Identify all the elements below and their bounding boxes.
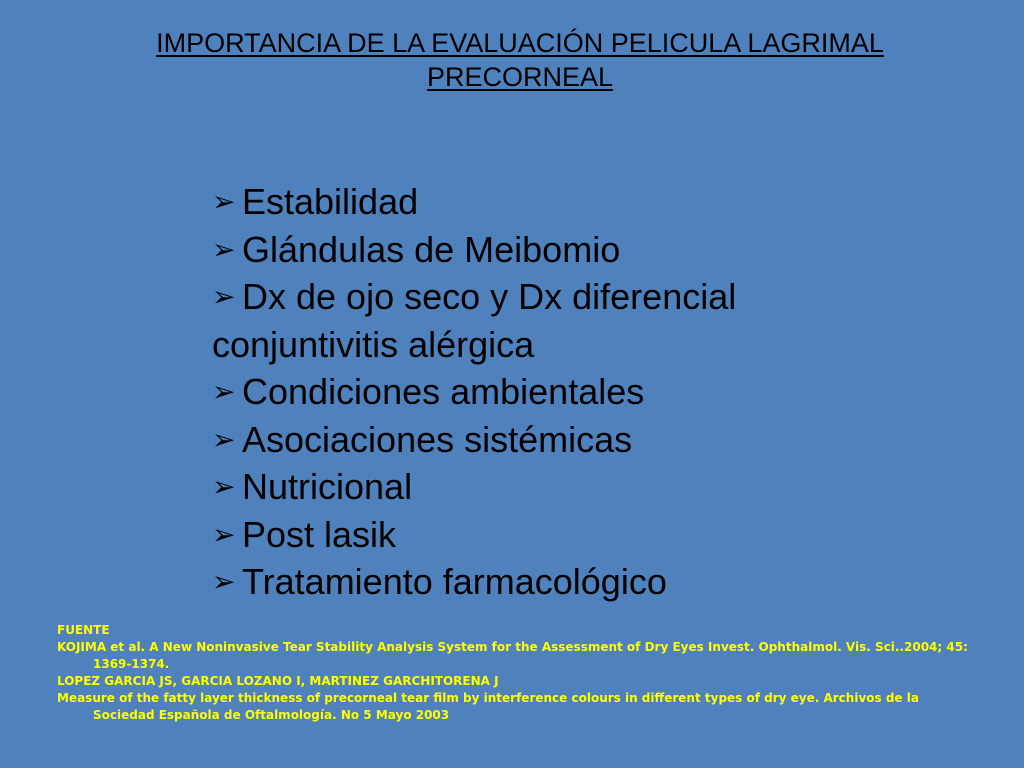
- reference-item: LOPEZ GARCIA JS, GARCIA LOZANO I, MARTINEZ GARCHITORENA J: [57, 674, 499, 688]
- slide-title: [40, 26, 1000, 94]
- bullet-text: Condiciones ambientales: [242, 371, 645, 412]
- bullet-text: Asociaciones sistémicas: [242, 418, 633, 460]
- bullet-list: [212, 178, 992, 606]
- bullet-item: [212, 558, 992, 606]
- arrow-bullet-icon: ➢: [212, 423, 236, 455]
- references-heading: FUENTE: [57, 623, 110, 637]
- bullet-item: [212, 226, 992, 274]
- references: [57, 622, 977, 724]
- arrow-bullet-icon: ➢: [212, 376, 236, 407]
- bullet-item: [212, 463, 992, 511]
- bullet-item: [212, 511, 992, 559]
- bullet-text-continuation: conjuntivitis alérgica: [212, 323, 535, 365]
- arrow-bullet-icon: ➢: [212, 281, 236, 312]
- arrow-bullet-icon: ➢: [212, 518, 236, 550]
- bullet-item: [212, 416, 992, 464]
- bullet-text: Post lasik: [242, 513, 397, 555]
- reference-item: Measure of the fatty layer thickness of precorneal tear film by interference colours in different types of dry eye. Archivos de la Sociedad Española de Oftalmología. No 5 Mayo 2003: [57, 691, 919, 722]
- bullet-text: Estabilidad: [242, 181, 419, 222]
- arrow-bullet-icon: ➢: [212, 186, 236, 217]
- reference-item: KOJIMA et al. A New Noninvasive Tear Stability Analysis System for the Assessment of Dry Eyes Invest. Ophthalmol. Vis. Sci..2004; 45: 1369-1374.: [57, 640, 968, 671]
- bullet-item: [212, 368, 992, 416]
- arrow-bullet-icon: ➢: [212, 566, 236, 597]
- bullet-text: Tratamiento farmacológico: [242, 561, 667, 602]
- arrow-bullet-icon: ➢: [212, 471, 236, 502]
- bullet-text: Glándulas de Meibomio: [242, 228, 621, 270]
- bullet-item: [212, 178, 992, 226]
- slide-title-line-2: PRECORNEAL: [426, 62, 614, 92]
- bullet-text: Nutricional: [242, 466, 413, 507]
- bullet-text: Dx de ojo seco y Dx diferencial: [242, 276, 737, 317]
- arrow-bullet-icon: ➢: [212, 233, 236, 265]
- bullet-item: [212, 273, 992, 368]
- slide-title-line-1: IMPORTANCIA DE LA EVALUACIÓN PELICULA LAGRIMAL: [156, 28, 884, 58]
